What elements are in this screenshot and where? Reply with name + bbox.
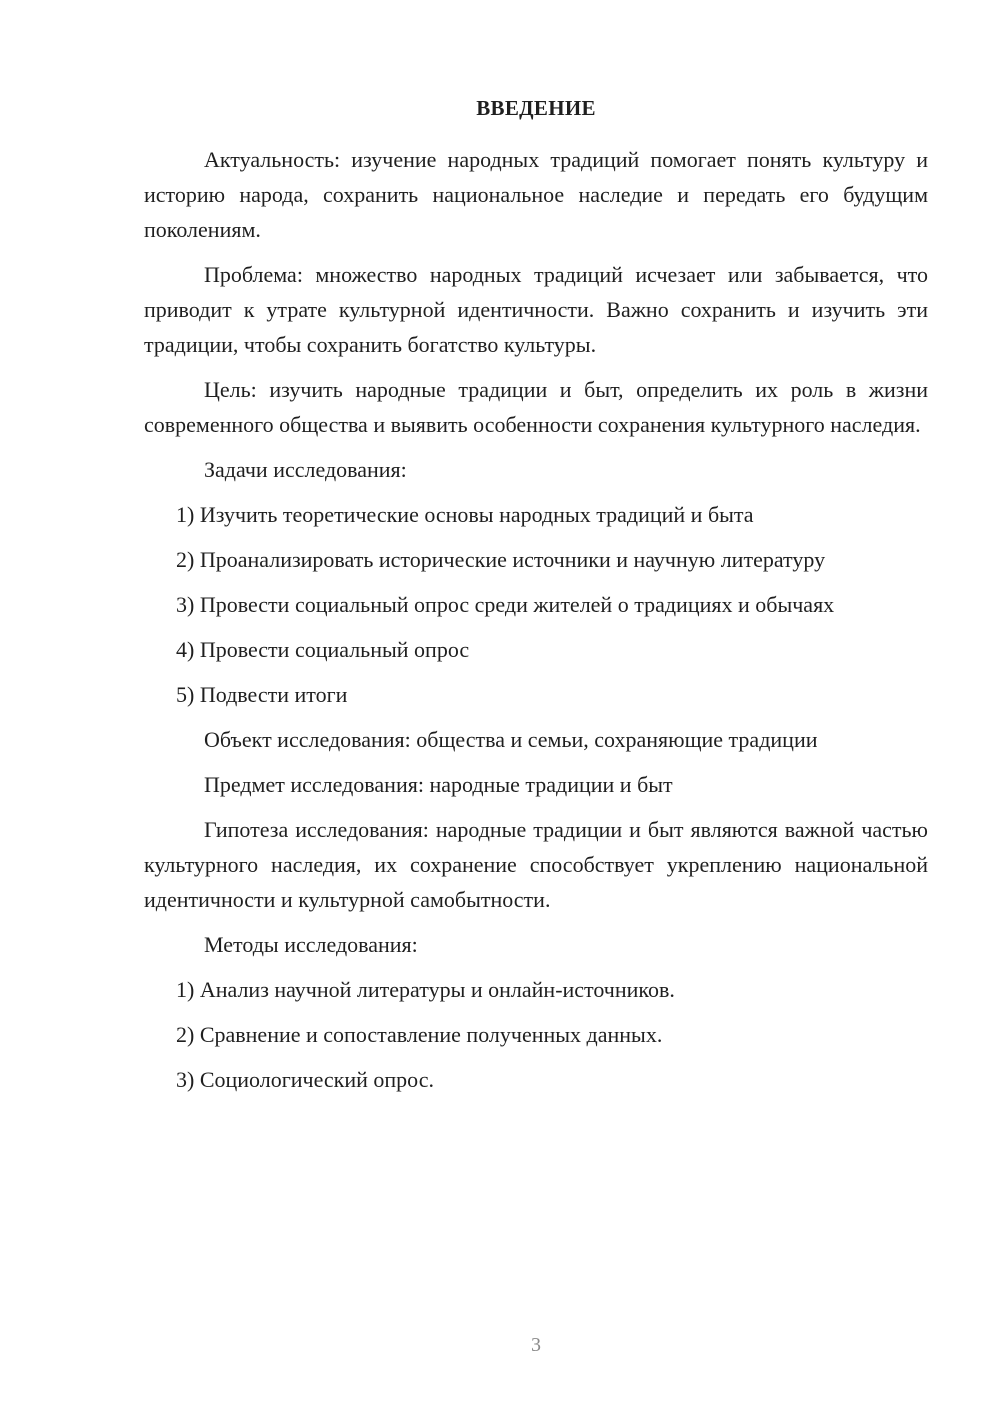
page-number: 3 (531, 1334, 541, 1356)
method-item: 2) Сравнение и сопоставление полученных данных. (176, 1022, 663, 1047)
hypothesis-paragraph: Гипотеза исследования: народные традиции и быт являются важной частью культурного наследия, их сохранение способствует укреплению национальной идентичности и культурной самобытности. (144, 817, 928, 912)
task-item: 3) Провести социальный опрос среди жителей о традициях и обычаях (176, 592, 835, 617)
task-item: 5) Подвести итоги (176, 682, 348, 707)
page-title: ВВЕДЕНИЕ (476, 96, 596, 120)
methods-list (144, 972, 928, 1097)
relevance-paragraph: Актуальность: изучение народных традиций помогает понять культуру и историю народа, сохранить национальное наследие и передать его будущим поколениям. (144, 147, 928, 242)
object-paragraph: Объект исследования: общества и семьи, сохраняющие традиции (204, 727, 818, 752)
methods-heading: Методы исследования: (204, 932, 418, 957)
method-item: 3) Социологический опрос. (176, 1067, 434, 1092)
tasks-list (144, 497, 928, 712)
task-item: 1) Изучить теоретические основы народных традиций и быта (176, 502, 754, 527)
task-item: 2) Проанализировать исторические источники и научную литературу (176, 547, 826, 572)
document-body (144, 142, 928, 1107)
goal-paragraph: Цель: изучить народные традиции и быт, определить их роль в жизни современного общества и выявить особенности сохранения культурного наследия. (144, 377, 928, 437)
tasks-heading: Задачи исследования: (204, 457, 407, 482)
subject-paragraph: Предмет исследования: народные традиции и быт (204, 772, 673, 797)
problem-paragraph: Проблема: множество народных традиций исчезает или забывается, что приводит к утрате культурной идентичности. Важно сохранить и изучить эти традиции, чтобы сохранить богатство культуры. (144, 262, 928, 357)
method-item: 1) Анализ научной литературы и онлайн-источников. (176, 977, 675, 1002)
task-item: 4) Провести социальный опрос (176, 637, 470, 662)
